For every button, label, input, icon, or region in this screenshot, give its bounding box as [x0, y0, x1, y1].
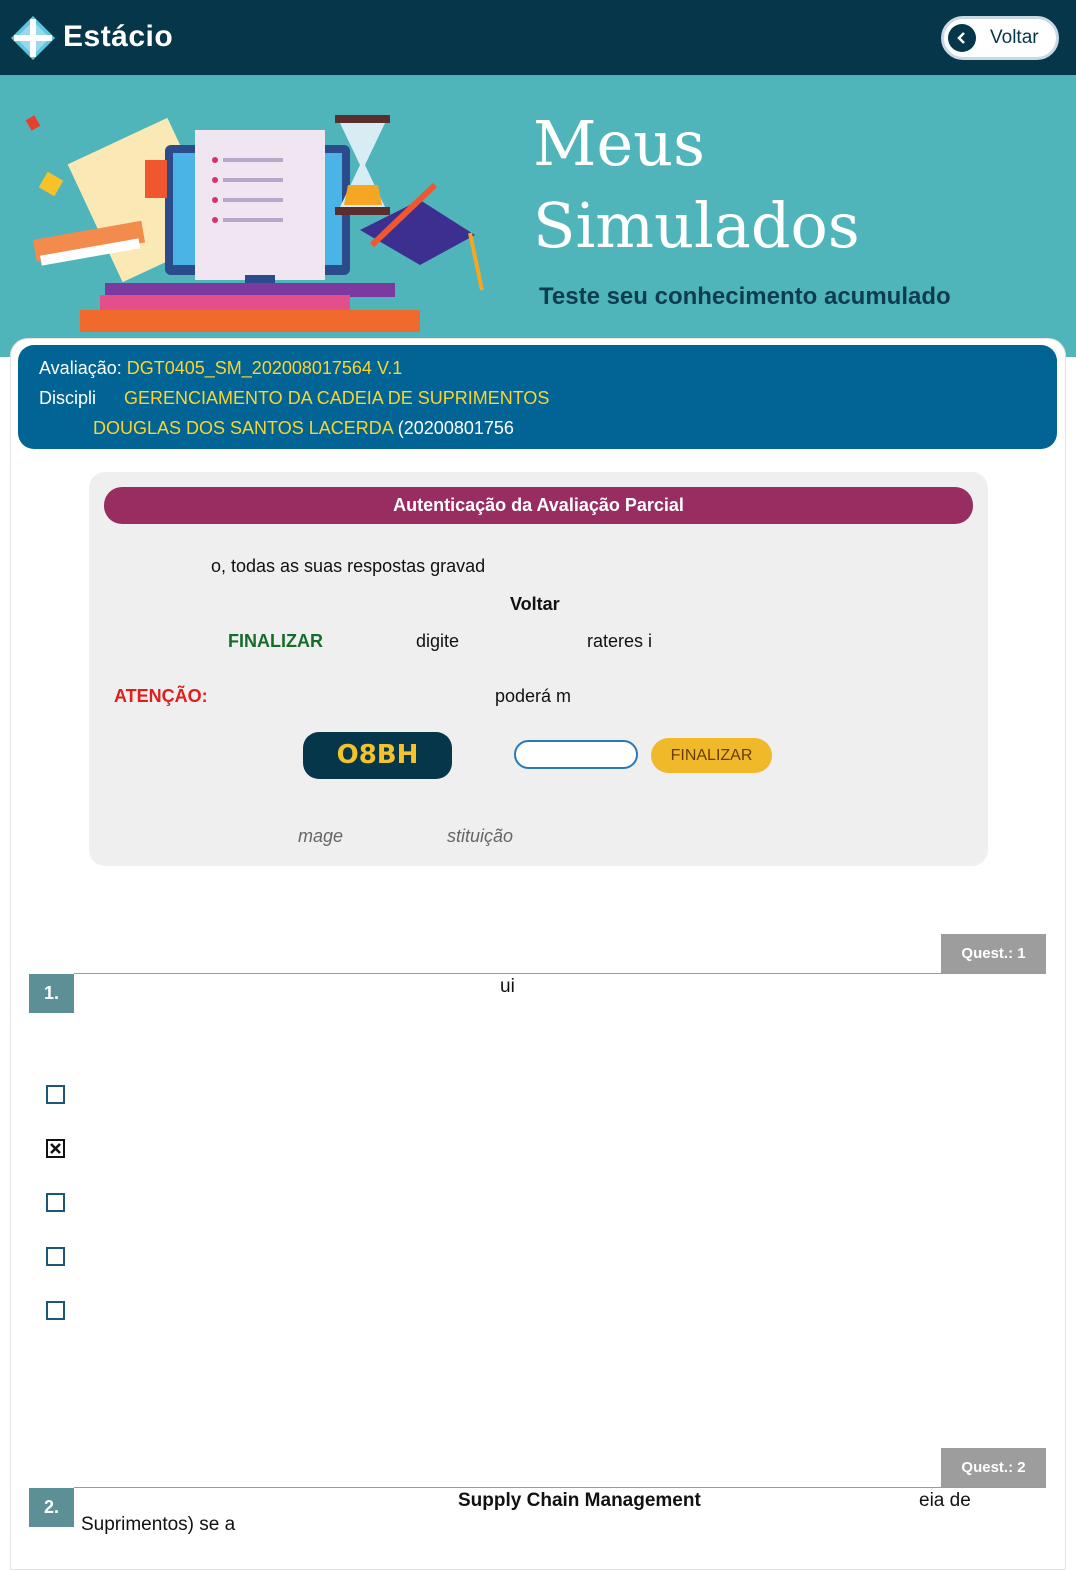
question-number-2: 2. — [29, 1488, 74, 1527]
hero-subtitle: Teste seu conhecimento acumulado — [539, 283, 951, 310]
auth-rateres-text: rateres i — [587, 631, 653, 651]
disciplina-row — [39, 388, 96, 409]
question-tag-2: Quest.: 2 — [941, 1448, 1046, 1487]
aluno-id: (20200801756 — [397, 418, 514, 438]
disciplina-label: Discipli — [39, 388, 97, 408]
question-number-1: 1. — [29, 974, 74, 1013]
question-divider-1 — [74, 973, 1046, 974]
aluno-name: DOUGLAS DOS SANTOS LACERDA — [93, 418, 393, 438]
auth-panel — [89, 472, 988, 866]
avaliacao-value: DGT0405_SM_202008017564 V.1 — [126, 358, 403, 378]
auth-digite-text: digite — [416, 631, 460, 651]
disciplina-value: GERENCIAMENTO DA CADEIA DE SUPRIMENTOS — [124, 388, 550, 408]
hero-title-line2: Simulados — [533, 189, 860, 262]
hero-banner — [0, 75, 1076, 357]
back-button-label: Voltar — [990, 27, 1039, 48]
auth-finalizar-text: FINALIZAR — [228, 631, 323, 651]
question-divider-2 — [74, 1487, 1046, 1488]
question-text-2-right: eia de — [919, 1490, 971, 1511]
auth-code-input[interactable] — [514, 740, 638, 769]
question-text-2-bold: Supply Chain Management — [458, 1490, 701, 1511]
option-checkbox-e[interactable] — [46, 1301, 65, 1320]
auth-atencao-text: ATENÇÃO: — [114, 686, 208, 706]
option-checkbox-b[interactable] — [46, 1139, 65, 1158]
avaliacao-row — [39, 358, 402, 379]
question-tag-1: Quest.: 1 — [941, 934, 1046, 973]
option-checkbox-c[interactable] — [46, 1193, 65, 1212]
auth-footer-left: mage — [298, 826, 344, 846]
study-illustration-icon — [20, 105, 510, 345]
question-text-1: ui — [500, 976, 515, 997]
avaliacao-label: Avaliação: — [39, 358, 122, 378]
auth-podera-text: poderá m — [495, 686, 572, 706]
hero-title-line1: Meus — [533, 107, 705, 180]
exam-info-panel — [18, 345, 1057, 449]
aluno-row — [93, 418, 514, 439]
option-checkbox-d[interactable] — [46, 1247, 65, 1266]
option-checkbox-a[interactable] — [46, 1085, 65, 1104]
brand-name: Estácio — [63, 20, 174, 53]
auth-code: O8BH — [303, 732, 452, 779]
auth-footer-right: stituição — [447, 826, 514, 846]
checked-x-icon — [48, 1141, 63, 1156]
finalizar-button[interactable]: FINALIZAR — [651, 738, 772, 773]
top-nav-bar — [0, 0, 1076, 75]
estacio-logo-icon — [10, 15, 56, 61]
question-text-2-line2: Suprimentos) se a — [81, 1514, 236, 1535]
back-button[interactable] — [941, 16, 1059, 60]
auth-voltar-text: Voltar — [510, 594, 560, 614]
chevron-left-icon — [948, 24, 976, 52]
auth-message: o, todas as suas respostas gravad — [211, 556, 486, 576]
auth-title: Autenticação da Avaliação Parcial — [104, 487, 973, 524]
hero-title — [533, 103, 1013, 267]
